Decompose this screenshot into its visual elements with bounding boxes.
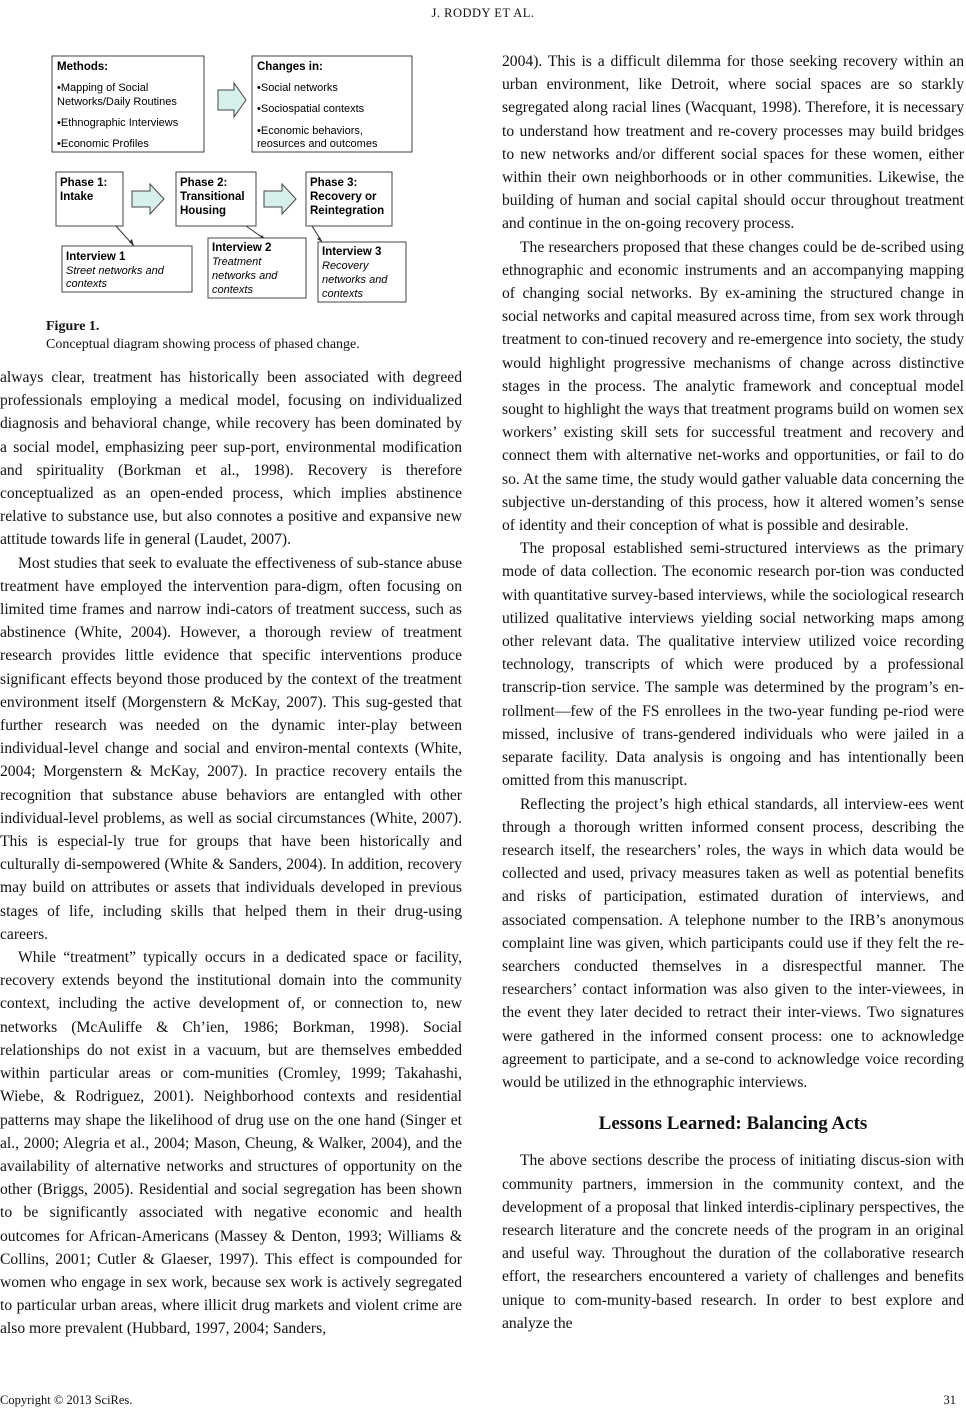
methods-item: •Ethnographic Interviews: [57, 117, 179, 129]
paragraph: always clear, treatment has historically been associated with degreed professionals employing a medical model, focusing on individualized diagnosis and behavioral change, while recovery has been dominated by a social model, emphasizing peer sup-port, environmental modification and spirituality (Borkman et al., 1998). Recovery is therefore conceptualized as an open-ended process, which implies abstinence relative to substance use, but also connotes a positive and expansive new attitude towards life in general (Laudet, 2007).: [0, 369, 462, 549]
interview3-line: networks and: [322, 274, 388, 286]
figure-label: Figure 1.: [46, 319, 100, 334]
methods-item: •Mapping of Social: [57, 82, 149, 94]
interview1-line: contexts: [66, 278, 107, 290]
running-header: J. RODDY ET AL.: [431, 6, 535, 20]
right-column: [502, 50, 964, 1335]
left-column: [0, 366, 462, 1341]
paragraph: Most studies that seek to evaluate the effectiveness of sub-stance abuse treatment have employed the intervention para-digm, often focusing on limited time frames and narrow indi-cators of treatment success, such as abstinence (White, 2004). However, a thorough review of treatment research provides little evidence that specific interventions produce significant effects beyond those produced by the context of the treatment environment itself (Morgenstern & McKay, 2007). This sug-gested that further research was needed on the dynamic inter-play between individual-level change and social and environ-mental contexts (White, 2004; Morgenstern & McKay, 2007). In practice recovery entails the recognition that substance abuse behaviors are entangled with other individual-level problems, as well as social circumstances (White, 2007). This is especial-ly true for groups that have been historically and culturally di-sempowered (White & Sanders, 2004). In addition, recovery may build on attributes or assets that individuals developed in previous stages of life, including skills that helped them in their drug-using careers.: [0, 554, 462, 943]
interview3-line: contexts: [322, 288, 363, 300]
phase3-label: Recovery or: [310, 191, 377, 203]
methods-item: •Economic Profiles: [57, 138, 149, 150]
page-number: 31: [943, 1393, 956, 1407]
paragraph: 2004). This is a difficult dilemma for those seeking recovery within an urban environment, like Detroit, where social spaces are so starkly segregated along racial lines (Wacquant, 1998). Therefore, it is necessary to understand how treatment and re-covery processes may build bridges to new networks and/or different social spaces for these women, either within their own neighborhoods or in other communities. Likewise, the building of human and social capital should occur throughout treatment and continue in the on-going recovery process.: [502, 53, 964, 233]
interview1-title: Interview 1: [66, 251, 126, 263]
phase3-label: Reintegration: [310, 205, 385, 217]
paragraph: The researchers proposed that these changes could be de-scribed using ethnographic and economic instruments and an accompanying mapping of changing social networks. By ex-amining the structured change in social networks and capital measured across time, from sex work through treatment to con-tinued recovery and re-emergence into society, the study would highlight progressive mechanisms of change across distinctive stages in the process. The analytic framework and conceptual model sought to highlight the ways that treatment programs build on women sex workers’ existing skill sets for successful treatment and recovery and connect them with alternative net-works and opportunities, or fail to do so. At the same time, the study would gather valuable data concerning the subjective un-derstanding of this process, how it altered women’s sense of identity and their conception of what is possible and desirable.: [502, 238, 964, 535]
paragraph: The above sections describe the process of initiating discus-sion with community partners, immersion in the community context, and the development of a proposal that linked interdis-ciplinary perspectives, the research literature and the concrete needs of the program in an original and useful way. Throughout the duration of the collaborative research effort, the researchers encountered a variety of challenges and benefits unique to com-munity-based research. In order to best explore and analyze the: [502, 1152, 964, 1332]
figure-caption-text: Conceptual diagram showing process of phased change.: [46, 337, 360, 352]
interview3-title: Interview 3: [322, 246, 382, 258]
changes-item: reosurces and outcomes: [257, 138, 378, 150]
interview1-line: Street networks and: [66, 265, 164, 277]
arrowhead-icon: [317, 237, 322, 242]
interview2-line: Treatment: [212, 256, 262, 268]
diagram-svg: [46, 50, 424, 310]
arrow-icon: [132, 184, 164, 214]
phase2-label: Transitional: [180, 191, 245, 203]
changes-item: •Social networks: [257, 82, 338, 94]
arrowhead-icon: [129, 239, 134, 246]
phase3-label: Phase 3:: [310, 177, 358, 189]
interview3-line: Recovery: [322, 260, 369, 272]
interview2-title: Interview 2: [212, 242, 272, 254]
methods-title: Methods:: [57, 61, 109, 73]
paragraph: While “treatment” typically occurs in a dedicated space or facility, recovery extends beyond the institutional domain into the community context, including the active development of, or connection to, new networks (McAuliffe & Ch’ien, 1986; Borkman, 1998). Social relationships do not exist in a vacuum, but are themselves embedded within particular areas or com-munities (Cromley, 1999; Takahashi, Wiebe, & Rodriguez, 2001). Neighborhood contexts and residential patterns may shape the likelihood of drug use on the one hand (Singer et al., 2000; Alegria et al., 2004; Mason, Cheung, & Walker, 2004), and the availability of alternative networks and structures of opportunity on the other (Briggs, 2005). Residential and social segregation has been shown to be significantly associated with negative economic and health outcomes for African-Americans (Massey & Denton, 1993; Williams & Collins, 2001; Cutler & Glaeser, 1997). This effect is compounded for women who engage in sex work, because sex work is actively segregated to particular urban areas, where illicit drug markets and violent crime are also more prevalent (Hubbard, 1997, 2004; Sanders,: [0, 949, 462, 1338]
changes-item: •Sociospatial contexts: [257, 103, 365, 115]
section-heading: Lessons Learned: Balancing Acts: [598, 1113, 868, 1135]
phase2-label: Phase 2:: [180, 177, 228, 189]
phase1-label: Phase 1:: [60, 177, 108, 189]
figure-diagram: [46, 50, 424, 310]
arrow-icon: [264, 184, 296, 214]
arrow-icon: [218, 83, 246, 117]
paragraph: Reflecting the project’s high ethical standards, all interview-ees went through a thorough written informed consent process, describing the research itself, the researchers’ roles, the ways in which data would be collected and used, privacy measures taken as well as potential benefits and risks of participation, estimated duration of interviews, and associated compensation. A telephone number to the IRB’s anonymous complaint line was given, which participants could use if they felt the re-searchers conducted themselves in a disrespectful manner. The researchers’ contact information was also given to the inter-viewees, in the event they later decided to retract their inter-views. Two signatures were gathered in the informed consent process: one to acknowledge agreement to participate, and a se-cond to acknowledge voice recording would be utilized in the ethnographic interviews.: [502, 795, 964, 1091]
copyright-footer: Copyright © 2013 SciRes.: [0, 1393, 133, 1407]
methods-item: Networks/Daily Routines: [57, 96, 177, 108]
interview2-line: networks and: [212, 270, 278, 282]
phase2-label: Housing: [180, 205, 226, 217]
figure-caption: [46, 318, 360, 354]
interview2-line: contexts: [212, 284, 253, 296]
phase1-label: Intake: [60, 191, 94, 203]
changes-title: Changes in:: [257, 61, 323, 73]
changes-item: •Economic behaviors,: [257, 125, 363, 137]
paragraph: The proposal established semi-structured interviews as the primary mode of data collection. The economic research por-tion was conducted with quantitative survey-based interviews, while the sociological research utilized qualitative interviews yielding social networking maps among other relevant data. The qualitative interview utilized voice recording technology, transcripts of which were produced by a professional transcrip-tion service. The sample was determined by the program’s en-rollment—few of the FS enrollees in the two-year funding pe-riod were missed, inclusive of trans-gendered individuals who were jailed in a separate facility. Data analysis is ongoing and has intentionally been omitted from this manuscript.: [502, 540, 964, 790]
